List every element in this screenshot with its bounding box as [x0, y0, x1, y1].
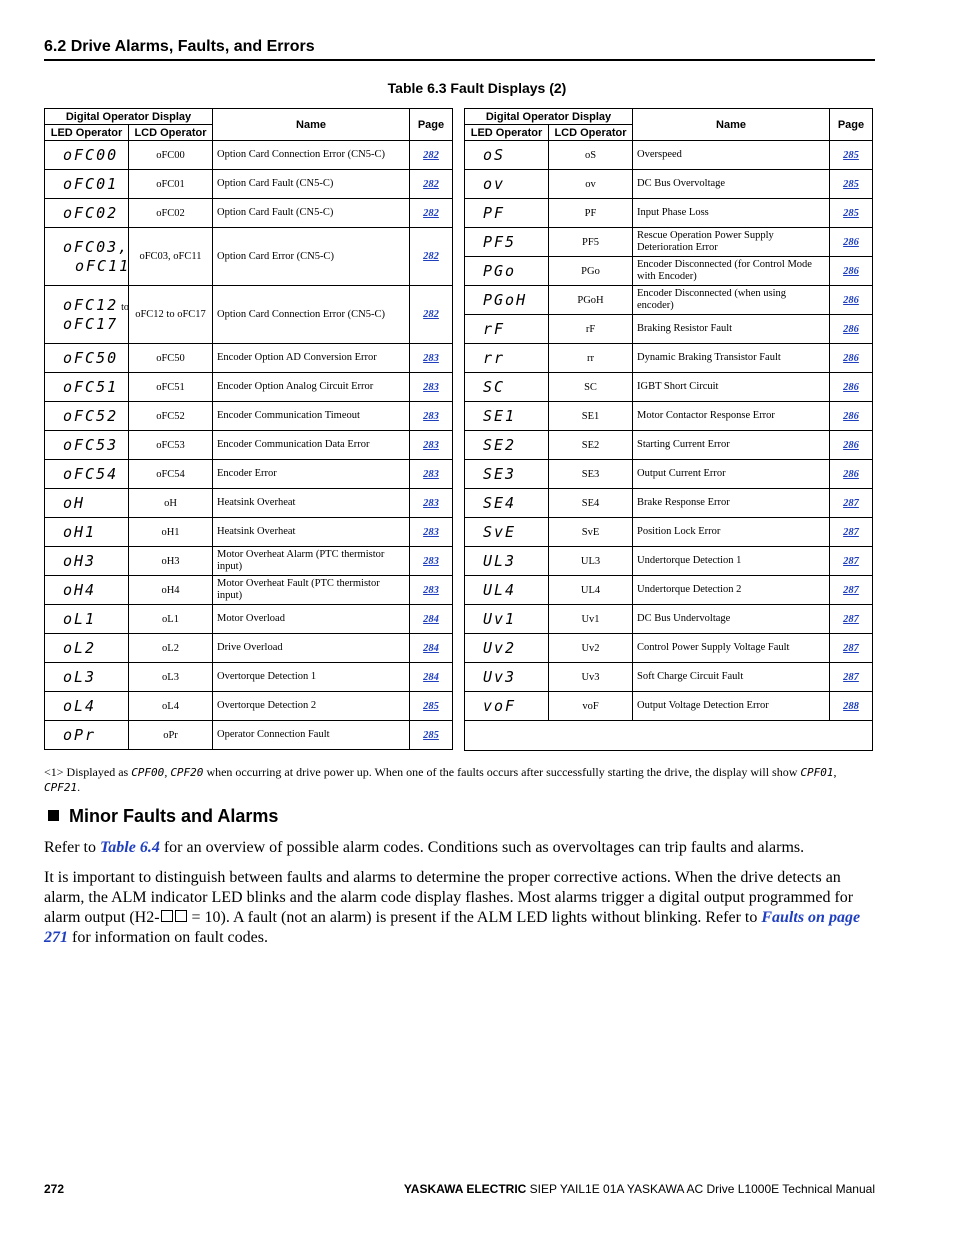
fault-name: Dynamic Braking Transistor Fault — [633, 344, 830, 373]
led-display — [45, 692, 129, 721]
lcd-display: Uv3 — [549, 663, 633, 692]
page-link[interactable]: 283 — [410, 373, 453, 402]
led-code: PF — [483, 203, 506, 222]
col-led-operator: LED Operator — [465, 125, 549, 141]
lcd-display: oL2 — [129, 634, 213, 663]
fault-name: DC Bus Overvoltage — [633, 170, 830, 199]
fault-name: DC Bus Undervoltage — [633, 605, 830, 634]
footnote-code: CPF20 — [170, 766, 204, 779]
fault-name: Encoder Error — [213, 460, 410, 489]
page-link[interactable]: 286 — [830, 286, 873, 315]
lcd-display: oS — [549, 141, 633, 170]
fault-row — [465, 402, 873, 431]
led-code: oH1 — [63, 522, 97, 541]
page-link[interactable]: 286 — [830, 402, 873, 431]
fault-row — [45, 286, 453, 344]
fault-name: Motor Overload — [213, 605, 410, 634]
fault-name: Heatsink Overheat — [213, 489, 410, 518]
led-display — [45, 634, 129, 663]
led-code: rr — [483, 348, 506, 367]
led-display — [465, 286, 549, 315]
led-display — [45, 576, 129, 605]
page-link[interactable]: 285 — [410, 721, 453, 750]
led-display — [45, 663, 129, 692]
fault-name: Control Power Supply Voltage Fault — [633, 634, 830, 663]
led-display — [465, 228, 549, 257]
led-code: oH3 — [63, 551, 97, 570]
fault-row — [465, 373, 873, 402]
fault-name: Option Card Error (CN5-C) — [213, 228, 410, 286]
fault-row — [465, 489, 873, 518]
fault-row — [45, 431, 453, 460]
fault-row — [45, 547, 453, 576]
lcd-display: PGoH — [549, 286, 633, 315]
led-code: oFC01 — [63, 174, 119, 193]
page-link[interactable]: 282 — [410, 141, 453, 170]
page-link[interactable]: 282 — [410, 170, 453, 199]
led-code: voF — [483, 696, 517, 715]
page-link[interactable]: 283 — [410, 518, 453, 547]
led-code: UL3 — [483, 551, 517, 570]
fault-name: Encoder Communication Data Error — [213, 431, 410, 460]
lcd-display: oH1 — [129, 518, 213, 547]
page-link[interactable]: 284 — [410, 634, 453, 663]
led-display — [465, 663, 549, 692]
fault-row — [465, 141, 873, 170]
paragraph-text: = 10). A fault (not an alarm) is present if the ALM LED lights without blinking. Refer to — [187, 909, 762, 926]
page-link[interactable]: 286 — [830, 344, 873, 373]
minor-faults-title: Minor Faults and Alarms — [69, 806, 279, 826]
page-link[interactable]: 282 — [410, 199, 453, 228]
led-display — [45, 170, 129, 199]
led-code: oFC50 — [63, 348, 119, 367]
fault-name: Output Current Error — [633, 460, 830, 489]
fault-name: Input Phase Loss — [633, 199, 830, 228]
page-link[interactable]: 283 — [410, 431, 453, 460]
lcd-display: oFC01 — [129, 170, 213, 199]
footer-brand: YASKAWA ELECTRIC — [403, 1182, 527, 1196]
led-display — [465, 344, 549, 373]
paragraph-1 — [44, 838, 876, 858]
led-display — [465, 373, 549, 402]
lcd-display: UL3 — [549, 547, 633, 576]
led-display — [45, 489, 129, 518]
led-code: oH — [63, 493, 86, 512]
section-header-title: 6.2 Drive Alarms, Faults, and Errors — [44, 38, 315, 55]
table-title: Table 6.3 Fault Displays (2) — [387, 80, 567, 96]
lcd-display: oL1 — [129, 605, 213, 634]
empty-row — [465, 721, 873, 751]
footer-manual-info — [404, 1182, 875, 1196]
led-code: SE2 — [483, 435, 517, 454]
fault-row — [45, 402, 453, 431]
led-display — [45, 228, 129, 286]
lcd-display: PGo — [549, 257, 633, 286]
page-link[interactable]: 286 — [830, 460, 873, 489]
led-code: oH4 — [63, 580, 97, 599]
led-display — [465, 489, 549, 518]
lcd-display: voF — [549, 692, 633, 721]
led-display — [45, 344, 129, 373]
led-code: oFC02 — [63, 203, 119, 222]
fault-row — [465, 576, 873, 605]
page-link[interactable]: 283 — [410, 344, 453, 373]
fault-row — [45, 634, 453, 663]
led-code: Uv3 — [483, 667, 517, 686]
footnote-code: CPF01 — [800, 766, 834, 779]
fault-name: Brake Response Error — [633, 489, 830, 518]
page-link[interactable]: 283 — [410, 402, 453, 431]
col-name: Name — [633, 109, 830, 141]
page-link[interactable]: 287 — [830, 634, 873, 663]
led-range-separator: to — [121, 301, 129, 313]
led-code: oL4 — [63, 696, 97, 715]
fault-name: Encoder Communication Timeout — [213, 402, 410, 431]
lcd-display: oFC50 — [129, 344, 213, 373]
lcd-display: oPr — [129, 721, 213, 750]
led-code: oL2 — [63, 638, 97, 657]
fault-row — [465, 199, 873, 228]
led-code: oFC03, — [63, 237, 130, 256]
led-code: oFC51 — [63, 377, 119, 396]
led-code: oPr — [63, 725, 97, 744]
col-page: Page — [410, 109, 453, 141]
led-display — [465, 605, 549, 634]
led-code: oFC53 — [63, 435, 119, 454]
page-link[interactable]: 286 — [830, 257, 873, 286]
page-link[interactable]: 286 — [830, 431, 873, 460]
led-code: UL4 — [483, 580, 517, 599]
page-link[interactable]: 283 — [410, 547, 453, 576]
fault-row — [45, 489, 453, 518]
fault-name: Braking Resistor Fault — [633, 315, 830, 344]
led-display — [465, 460, 549, 489]
fault-row — [465, 663, 873, 692]
fault-row — [45, 228, 453, 286]
square-bullet-icon — [48, 810, 59, 821]
footnote-text: <1> Displayed as — [44, 765, 132, 779]
page-link[interactable]: 287 — [830, 663, 873, 692]
fault-name: Encoder Disconnected (when using encoder) — [633, 286, 830, 315]
fault-name: Option Card Fault (CN5-C) — [213, 199, 410, 228]
lcd-display: oFC03, oFC11 — [129, 228, 213, 286]
lcd-display: oFC02 — [129, 199, 213, 228]
faults-page-link[interactable]: Faults on page 271 — [44, 909, 861, 946]
fault-row — [45, 692, 453, 721]
led-display — [45, 373, 129, 402]
footer-manual-title: SIEP YAIL1E 01A YASKAWA AC Drive L1000E Technical Manual — [526, 1182, 875, 1196]
lcd-display: oFC00 — [129, 141, 213, 170]
page-link[interactable]: 288 — [830, 692, 873, 721]
col-page: Page — [830, 109, 873, 141]
lcd-display: oH3 — [129, 547, 213, 576]
lcd-display: oFC12 to oFC17 — [129, 286, 213, 344]
led-display — [45, 460, 129, 489]
led-display — [45, 431, 129, 460]
footnote-separator: , — [833, 765, 837, 779]
led-code: Uv1 — [483, 609, 517, 628]
led-display — [465, 141, 549, 170]
page-number: 272 — [44, 1182, 65, 1196]
fault-name: Soft Charge Circuit Fault — [633, 663, 830, 692]
page-link[interactable]: 283 — [410, 576, 453, 605]
fault-name: Heatsink Overheat — [213, 518, 410, 547]
led-display — [465, 692, 549, 721]
col-lcd-operator: LCD Operator — [129, 125, 213, 141]
page-link[interactable]: 287 — [830, 547, 873, 576]
fault-name: Motor Overheat Fault (PTC thermistor input) — [213, 576, 410, 605]
footnote — [44, 765, 874, 795]
lcd-display: oFC53 — [129, 431, 213, 460]
led-code: oFC00 — [63, 145, 119, 164]
fault-row — [45, 344, 453, 373]
page-link[interactable]: 285 — [830, 170, 873, 199]
led-code: PGoH — [483, 290, 528, 309]
lcd-display: rr — [549, 344, 633, 373]
col-digital-operator-display: Digital Operator Display — [45, 109, 213, 125]
led-display — [465, 547, 549, 576]
led-display — [45, 518, 129, 547]
led-display — [45, 605, 129, 634]
fault-name: Encoder Option AD Conversion Error — [213, 344, 410, 373]
fault-row — [465, 170, 873, 199]
lcd-display: oH — [129, 489, 213, 518]
fault-row — [465, 344, 873, 373]
led-code: SE1 — [483, 406, 517, 425]
led-display — [45, 721, 129, 750]
fault-row — [465, 692, 873, 721]
lcd-display: oFC54 — [129, 460, 213, 489]
footnote-code: CPF21 — [44, 781, 78, 794]
lcd-display: SE2 — [549, 431, 633, 460]
led-code: oS — [483, 145, 506, 164]
fault-name: Overspeed — [633, 141, 830, 170]
led-display — [465, 257, 549, 286]
fault-row — [465, 605, 873, 634]
fault-row — [45, 141, 453, 170]
led-code: oFC11 — [75, 256, 131, 275]
led-display — [465, 431, 549, 460]
led-display — [465, 518, 549, 547]
lcd-display: oFC51 — [129, 373, 213, 402]
page-link[interactable]: 282 — [410, 286, 453, 344]
fault-table-left — [44, 108, 453, 750]
fault-name: Output Voltage Detection Error — [633, 692, 830, 721]
placeholder-box-icon — [175, 910, 187, 922]
placeholder-box-icon — [161, 910, 173, 922]
fault-row — [45, 460, 453, 489]
col-name: Name — [213, 109, 410, 141]
paragraph-text: for information on fault codes. — [68, 929, 268, 946]
led-code: oFC54 — [63, 464, 119, 483]
fault-row — [45, 373, 453, 402]
page-link[interactable]: 286 — [830, 228, 873, 257]
fault-row — [465, 634, 873, 663]
led-code: SvE — [483, 522, 517, 541]
lcd-display: Uv1 — [549, 605, 633, 634]
lcd-display: UL4 — [549, 576, 633, 605]
fault-row — [465, 518, 873, 547]
fault-row — [45, 721, 453, 750]
page-link[interactable]: 282 — [410, 228, 453, 286]
led-code: PF5 — [483, 232, 517, 251]
lcd-display: SE1 — [549, 402, 633, 431]
fault-name: Rescue Operation Power Supply Deterioration Error — [633, 228, 830, 257]
lcd-display: SC — [549, 373, 633, 402]
led-code: SE3 — [483, 464, 517, 483]
fault-name: Drive Overload — [213, 634, 410, 663]
lcd-display: Uv2 — [549, 634, 633, 663]
led-code: oFC52 — [63, 406, 119, 425]
page-link[interactable]: 286 — [830, 315, 873, 344]
paragraph-text: for an overview of possible alarm codes. Conditions such as overvoltages can trip faults and alarms. — [159, 839, 805, 856]
led-display — [45, 141, 129, 170]
fault-name: Operator Connection Fault — [213, 721, 410, 750]
lcd-display: SvE — [549, 518, 633, 547]
table-6-4-link[interactable]: Table 6.4 — [99, 839, 160, 856]
led-code: PGo — [483, 261, 517, 280]
fault-row — [465, 257, 873, 286]
fault-name: Starting Current Error — [633, 431, 830, 460]
fault-row — [465, 228, 873, 257]
led-display — [465, 576, 549, 605]
fault-row — [45, 199, 453, 228]
footnote-text: . — [77, 780, 81, 794]
fault-row — [45, 663, 453, 692]
footnote-separator: , — [164, 765, 171, 779]
led-display — [465, 199, 549, 228]
lcd-display: ov — [549, 170, 633, 199]
page-link[interactable]: 287 — [830, 605, 873, 634]
fault-name: Undertorque Detection 1 — [633, 547, 830, 576]
fault-table-right — [464, 108, 873, 751]
fault-name: Option Card Connection Error (CN5-C) — [213, 141, 410, 170]
page-link[interactable]: 287 — [830, 489, 873, 518]
paragraph-text: Refer to — [44, 839, 100, 856]
fault-row — [45, 518, 453, 547]
fault-name: Motor Overheat Alarm (PTC thermistor input) — [213, 547, 410, 576]
page-link[interactable]: 287 — [830, 576, 873, 605]
led-display — [465, 315, 549, 344]
fault-name: Undertorque Detection 2 — [633, 576, 830, 605]
led-display — [45, 547, 129, 576]
fault-name: Overtorque Detection 1 — [213, 663, 410, 692]
fault-name: Motor Contactor Response Error — [633, 402, 830, 431]
led-code: oL1 — [63, 609, 97, 628]
fault-name: Encoder Disconnected (for Control Mode with Encoder) — [633, 257, 830, 286]
led-code: Uv2 — [483, 638, 517, 657]
section-header — [44, 38, 875, 61]
lcd-display: rF — [549, 315, 633, 344]
led-display — [465, 170, 549, 199]
paragraph-text: It is important to distinguish between faults and alarms to determine the proper corrective actions. When the drive detects an alarm, the ALM indicator LED blinks and the alarm code display flashes. Most alarms trigger a digital output programmed for alarm output (H2- — [44, 869, 854, 926]
page-link[interactable]: 284 — [410, 663, 453, 692]
lcd-display: PF5 — [549, 228, 633, 257]
page-link[interactable]: 285 — [410, 692, 453, 721]
led-display — [465, 634, 549, 663]
col-lcd-operator: LCD Operator — [549, 125, 633, 141]
page-link[interactable]: 286 — [830, 373, 873, 402]
led-display — [45, 286, 129, 344]
page-link[interactable]: 285 — [830, 141, 873, 170]
page-link[interactable]: 285 — [830, 199, 873, 228]
fault-name: IGBT Short Circuit — [633, 373, 830, 402]
page-link[interactable]: 283 — [410, 460, 453, 489]
lcd-display: SE4 — [549, 489, 633, 518]
led-code: ov — [483, 174, 506, 193]
lcd-display: oH4 — [129, 576, 213, 605]
lcd-display: oL4 — [129, 692, 213, 721]
fault-row — [45, 605, 453, 634]
fault-name: Option Card Connection Error (CN5-C) — [213, 286, 410, 344]
lcd-display: oL3 — [129, 663, 213, 692]
led-code: oL3 — [63, 667, 97, 686]
led-code: SC — [483, 377, 506, 396]
footnote-text: when occurring at drive power up. When one of the faults occurs after successfully starting the drive, the display will show — [203, 765, 801, 779]
fault-row — [465, 315, 873, 344]
fault-name: Option Card Fault (CN5-C) — [213, 170, 410, 199]
fault-row — [465, 431, 873, 460]
lcd-display: SE3 — [549, 460, 633, 489]
led-code: oFC12 — [63, 295, 119, 314]
lcd-display: PF — [549, 199, 633, 228]
led-display — [45, 402, 129, 431]
paragraph-2 — [44, 868, 876, 948]
fault-row — [465, 286, 873, 315]
page-link[interactable]: 283 — [410, 489, 453, 518]
fault-name: Encoder Option Analog Circuit Error — [213, 373, 410, 402]
empty-cell — [465, 721, 873, 751]
lcd-display: oFC52 — [129, 402, 213, 431]
page-link[interactable]: 287 — [830, 518, 873, 547]
fault-row — [465, 460, 873, 489]
col-led-operator: LED Operator — [45, 125, 129, 141]
led-display — [465, 402, 549, 431]
led-display — [45, 199, 129, 228]
fault-name: Overtorque Detection 2 — [213, 692, 410, 721]
footnote-code: CPF00 — [131, 766, 165, 779]
page-link[interactable]: 284 — [410, 605, 453, 634]
fault-name: Position Lock Error — [633, 518, 830, 547]
led-code: rF — [483, 319, 506, 338]
col-digital-operator-display: Digital Operator Display — [465, 109, 633, 125]
fault-row — [465, 547, 873, 576]
page-footer — [44, 1182, 875, 1196]
led-code: oFC17 — [63, 314, 119, 333]
led-code: SE4 — [483, 493, 517, 512]
fault-row — [45, 170, 453, 199]
fault-row — [45, 576, 453, 605]
minor-faults-heading — [48, 806, 278, 827]
